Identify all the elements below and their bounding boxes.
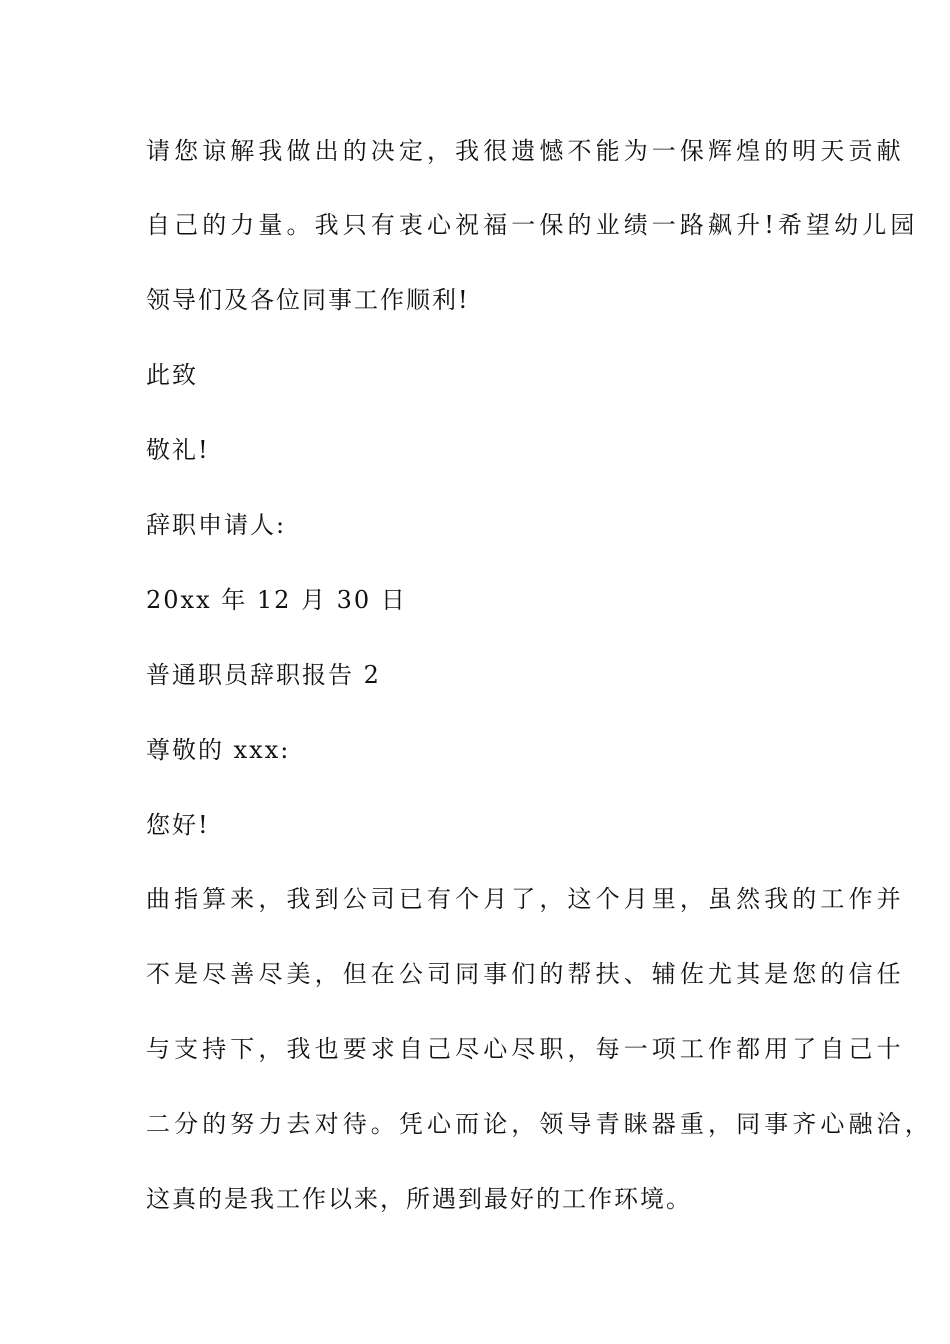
salutation: 尊敬的 xxx: [146,736,291,764]
paragraph-line: 曲指算来，我到公司已有个月了，这个月里，虽然我的工作并 [146,885,905,913]
paragraph-line: 这真的是我工作以来，所遇到最好的工作环境。 [146,1185,692,1213]
paragraph-line: 与支持下，我也要求自己尽心尽职，每一项工作都用了自己十 [146,1035,905,1063]
paragraph-line: 不是尽善尽美，但在公司同事们的帮扶、辅佐尤其是您的信任 [146,960,905,988]
paragraph-line: 二分的努力去对待。凭心而论，领导青睐器重，同事齐心融洽， [146,1110,933,1138]
signature-label: 辞职申请人: [146,511,287,539]
section-title: 普通职员辞职报告 2 [146,661,381,689]
closing-salute: 敬礼! [146,436,210,464]
closing-phrase: 此致 [146,361,198,389]
paragraph-line: 请您谅解我做出的决定，我很遗憾不能为一保辉煌的明天贡献 [146,137,905,165]
paragraph-line: 领导们及各位同事工作顺利! [146,286,470,314]
date-line: 20xx 年 12 月 30 日 [146,586,407,614]
paragraph-line: 自己的力量。我只有衷心祝福一保的业绩一路飙升!希望幼儿园 [146,211,919,239]
greeting: 您好! [146,811,210,839]
